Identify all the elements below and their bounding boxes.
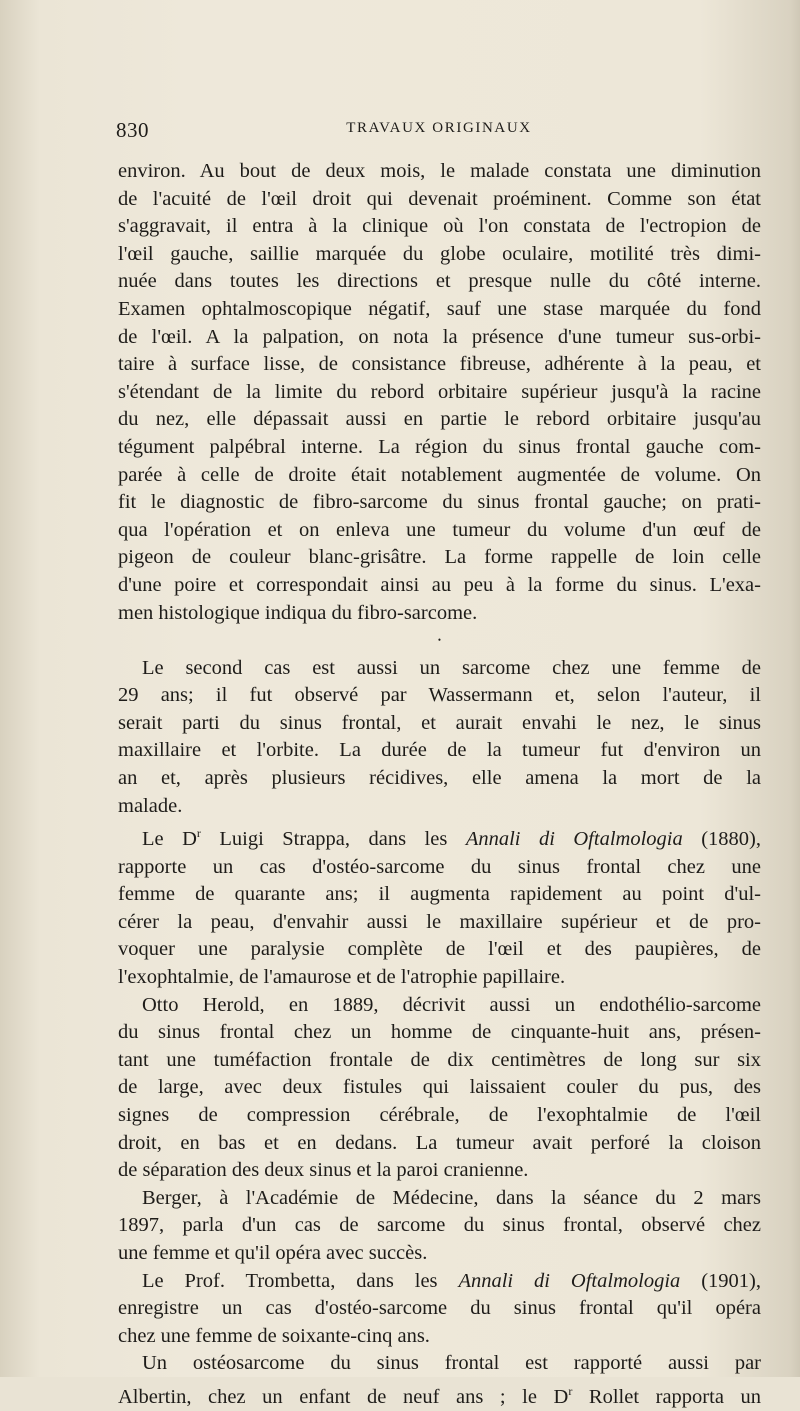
text-line: de séparation des deux sinus et la paroi cranienne.	[118, 1159, 529, 1182]
paragraph	[118, 158, 761, 627]
text-line: fit le diagnostic de fibro-sarcome du sinus frontal gauche; on prati-	[118, 491, 761, 514]
text-line: s'étendant de la limite du rebord orbitaire supérieur jusqu'à la racine	[118, 380, 761, 403]
text-line	[118, 1268, 761, 1296]
running-head: TRAVAUX ORIGINAUX	[346, 120, 532, 136]
text-line: de l'œil. A la palpation, on nota la présence d'une tumeur sus-orbi-	[118, 325, 761, 348]
text-line: men histologique indiqua du fibro-sarcome.	[118, 601, 478, 624]
paragraph	[118, 820, 761, 991]
section-separator: •	[437, 635, 442, 646]
text-run: Le D	[142, 828, 197, 851]
text-line: Un ostéosarcome du sinus frontal est rapporté aussi par	[142, 1352, 761, 1375]
superscript: r	[196, 826, 201, 841]
paragraph	[118, 1350, 761, 1411]
text-run: Rollet rapporta un	[572, 1385, 761, 1408]
text-line: 1897, parla d'un cas de sarcome du sinus frontal, observé chez	[118, 1214, 761, 1237]
text-line: enregistre un cas d'ostéo-sarcome du sinus frontal qu'il opéra	[118, 1297, 761, 1320]
text-run: Luigi Strappa, dans les	[200, 828, 466, 851]
text-run: Albertin, chez un enfant de neuf ans ; le D	[118, 1385, 569, 1408]
text-line: du sinus frontal chez un homme de cinquante-huit ans, présen-	[118, 1021, 761, 1044]
text-line: une femme et qu'il opéra avec succès.	[118, 1241, 428, 1264]
text-line: taire à surface lisse, de consistance fibreuse, adhérente à la peau, et	[118, 353, 761, 376]
body-text	[118, 158, 761, 1411]
text-line: parée à celle de droite était notablement augmentée de volume. On	[118, 463, 761, 486]
journal-title: Annali di Oftalmologia	[465, 828, 683, 851]
text-line: droit, en bas et en dedans. La tumeur avait perforé la cloison	[118, 1131, 761, 1154]
text-line: s'aggravait, il entra à la clinique où l'on constata de l'ectropion de	[118, 215, 761, 238]
text-line: malade.	[118, 794, 183, 817]
text-line: chez une femme de soixante-cinq ans.	[118, 1324, 430, 1347]
text-run: Le Prof. Trombetta, dans les	[142, 1269, 459, 1292]
text-line: Berger, à l'Académie de Médecine, dans la séance du 2 mars	[142, 1186, 761, 1209]
text-line: d'une poire et correspondait ainsi au peu à la forme du sinus. L'exa-	[118, 573, 761, 596]
text-line: Le second cas est aussi un sarcome chez une femme de	[142, 656, 761, 679]
text-line: de l'acuité de l'œil droit qui devenait proéminent. Comme son état	[118, 187, 761, 210]
journal-title: Annali di Oftalmologia	[458, 1269, 681, 1292]
paragraph	[118, 992, 761, 1185]
text-run: (1901),	[680, 1269, 761, 1292]
text-line: cérer la peau, d'envahir aussi le maxillaire supérieur et de pro-	[118, 910, 761, 933]
paragraph	[118, 1185, 761, 1268]
text-line	[118, 1378, 761, 1411]
page-number: 830	[116, 118, 149, 142]
text-line: l'exophtalmie, de l'amaurose et de l'atrophie papillaire.	[118, 966, 566, 989]
text-line: pigeon de couleur blanc-grisâtre. La forme rappelle de loin celle	[118, 546, 761, 569]
text-line: rapporte un cas d'ostéo-sarcome du sinus frontal chez une	[118, 855, 761, 878]
text-line: du nez, elle dépassait aussi en partie le rebord orbitaire jusqu'au	[118, 408, 761, 431]
text-line: femme de quarante ans; il augmenta rapidement au point d'ul-	[118, 883, 761, 906]
text-line: Otto Herold, en 1889, décrivit aussi un endothélio-sarcome	[142, 993, 761, 1016]
text-line: environ. Au bout de deux mois, le malade constata une diminution	[118, 160, 761, 182]
text-line: l'œil gauche, saillie marquée du globe oculaire, motilité très dimi-	[118, 242, 761, 265]
text-line: qua l'opération et on enleva une tumeur du volume d'un œuf de	[118, 518, 761, 541]
paragraph	[118, 655, 761, 821]
text-line: nuée dans toutes les directions et presque nulle du côté interne.	[118, 270, 761, 293]
text-line: tant une tuméfaction frontale de dix centimètres de long sur six	[118, 1048, 761, 1071]
paragraph	[118, 1268, 761, 1351]
superscript: r	[568, 1383, 573, 1398]
text-line: an et, après plusieurs récidives, elle amena la mort de la	[118, 767, 761, 790]
text-line: de large, avec deux fistules qui laissaient couler du pus, des	[118, 1076, 761, 1099]
text-line	[118, 820, 761, 853]
page-header	[116, 118, 762, 142]
text-line: voquer une paralysie complète de l'œil et des paupières, de	[118, 938, 761, 961]
text-line: signes de compression cérébrale, de l'exophtalmie de l'œil	[118, 1104, 761, 1127]
text-line: Examen ophtalmoscopique négatif, sauf une stase marquée du fond	[118, 297, 761, 320]
text-line: maxillaire et l'orbite. La durée de la tumeur fut d'environ un	[118, 739, 761, 762]
text-line: 29 ans; il fut observé par Wassermann et, selon l'auteur, il	[118, 684, 761, 707]
text-line: tégument palpébral interne. La région du sinus frontal gauche com-	[118, 435, 761, 458]
text-run: (1880),	[682, 828, 761, 851]
text-line: serait parti du sinus frontal, et aurait envahi le nez, le sinus	[118, 711, 761, 734]
